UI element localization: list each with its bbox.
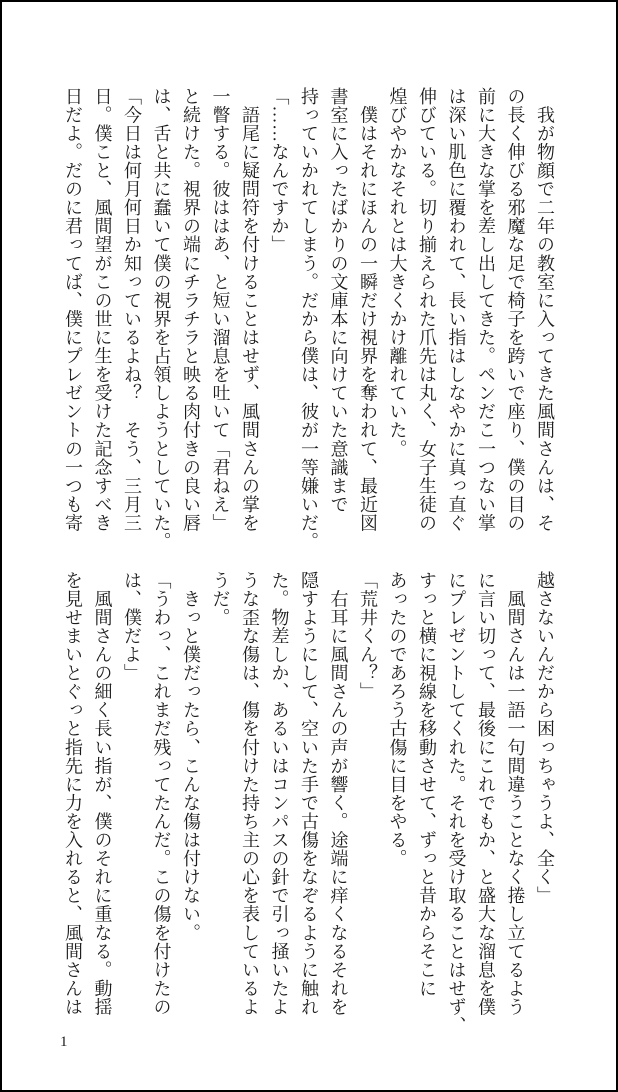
text-line: 風間さんの細く長い指が、僕のそれに重なる。動揺 [92, 571, 113, 1017]
text-line: 「荒井くん？」 [358, 571, 378, 701]
text-line: 「……なんですか」 [269, 87, 290, 254]
text-line: あったのであろう古傷に目をやる。 [387, 571, 408, 868]
text-line: 伸びている。切り揃えられた爪先は丸く、女子生徒の [417, 87, 437, 533]
text-block-bottom [58, 571, 560, 1035]
text-line: は、僕だよ」 [122, 571, 142, 683]
text-line: きっと僕だったら、こんな傷は付けない。 [181, 571, 201, 942]
text-line: は深い肌色に覆われて、長い指はしなやかに真っ直ぐ [446, 87, 467, 533]
text-line: 日だよ。だのに君ってば、僕にプレゼントの一つも寄 [63, 87, 83, 533]
text-line: た。物差しか、あるいはコンパスの針で引っ掻いたよ [269, 571, 290, 1017]
page-number: 1 [60, 1034, 68, 1050]
text-line: 風間さんは一語一句間違うことなく捲し立てるよう [505, 571, 526, 1017]
text-line: 前に大きな掌を差し出してきた。ペンだこ一つない掌 [476, 87, 496, 533]
text-line: と続けた。視界の端にチラチラと映る肉付きの良い唇 [181, 87, 201, 533]
text-line: 書室に入ったばかりの文庫本に向けていた意識まで [328, 87, 349, 514]
text-line: 「今日は何月何日か知っているよね？ そう、三月三 [122, 87, 142, 533]
text-line: 持っていかれてしまう。だから僕は、彼が一等嫌いだ。 [299, 87, 319, 551]
text-line: 我が物顔で二年の教室に入ってきた風間さんは、そ [535, 87, 555, 533]
text-line: 煌びやかなそれとは大きくかけ離れていた。 [387, 87, 408, 458]
text-line: に言い切って、最後にこれでもか、と盛大な溜息を僕 [476, 571, 496, 1017]
text-line: は、舌と共に蠢いて僕の視界を占領しようとしていた。 [151, 87, 172, 551]
text-line: うだ。 [210, 571, 231, 627]
text-line: すっと横に視線を移動させて、ずっと昔からそこに [417, 571, 437, 998]
text-line: を見せまいとぐっと指先に力を入れると、風間さんは [63, 571, 83, 1017]
text-line: 僕はそれにほんの一瞬だけ視界を奪われて、最近図 [358, 87, 378, 533]
text-line: 越さないんだから困っちゃうよ、全く」 [535, 571, 555, 905]
text-line: うな歪な傷は、傷を付けた持ち主の心を表しているよ [240, 571, 260, 1017]
text-block-top [58, 87, 560, 551]
text-line: 隠すようにして、空いた手で古傷をなぞるように触れ [299, 571, 319, 1017]
text-line: 日。僕こと、風間望がこの世に生を受けた記念すべき [92, 87, 113, 533]
text-line: 語尾に疑問符を付けることはせず、風間さんの掌を [240, 87, 260, 533]
text-line: 右耳に風間さんの声が響く。途端に痒くなるそれを [328, 571, 349, 1017]
text-line: の長く伸びる邪魔な足で椅子を跨いで座り、僕の目の [505, 87, 526, 533]
text-line: 一瞥する。彼ははあ、と短い溜息を吐いて「君ねえ」 [210, 87, 231, 533]
text-line: 「うわっ、これまだ残ってたんだ。この傷を付けたの [151, 571, 172, 1017]
text-line: にプレゼントしてくれた。それを受け取ることはせず、 [446, 571, 467, 1035]
